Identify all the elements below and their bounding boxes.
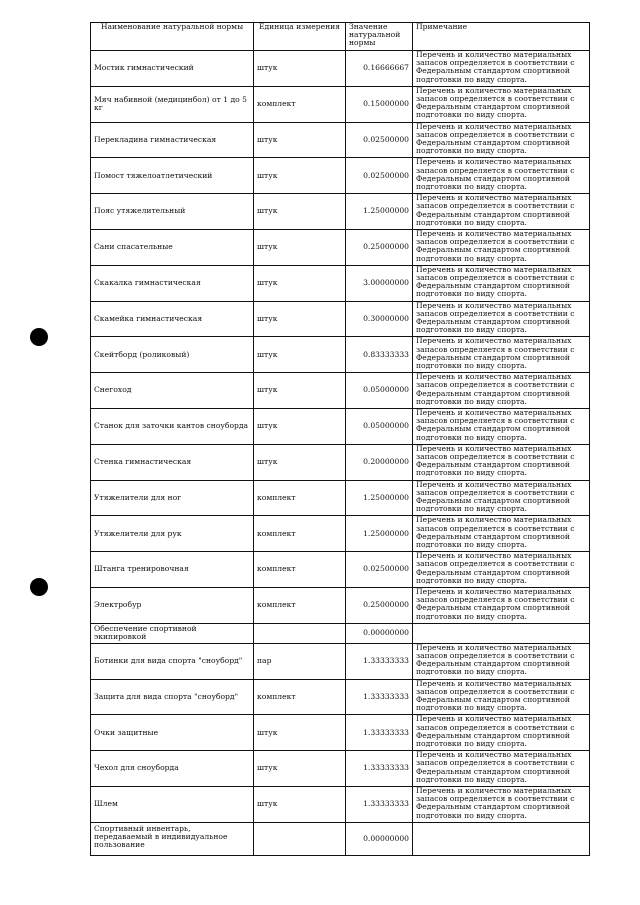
row-value-cell: 1.33333333 [346, 751, 413, 787]
row-value-cell: 3.00000000 [346, 265, 413, 301]
table-row [91, 552, 590, 588]
row-note-cell: Перечень и количество материальных запасов определяется в соответствии с Федеральным стандартом спортивной подготовки по виду спорта. [413, 587, 590, 623]
table-header-row [91, 23, 590, 51]
row-unit-cell: штук [254, 715, 346, 751]
table-row [91, 751, 590, 787]
row-value-cell: 0.00000000 [346, 822, 413, 855]
row-name-cell: Станок для заточки кантов сноуборда [91, 408, 254, 444]
row-unit-cell: штук [254, 408, 346, 444]
row-note-cell: Перечень и количество материальных запасов определяется в соответствии с Федеральным стандартом спортивной подготовки по виду спорта. [413, 786, 590, 822]
table-row [91, 786, 590, 822]
row-unit-cell: штук [254, 751, 346, 787]
row-note-cell: Перечень и количество материальных запасов определяется в соответствии с Федеральным стандартом спортивной подготовки по виду спорта. [413, 158, 590, 194]
row-note-cell [413, 822, 590, 855]
table-row [91, 337, 590, 373]
row-value-cell: 0.00000000 [346, 623, 413, 643]
row-note-cell: Перечень и количество материальных запасов определяется в соответствии с Федеральным стандартом спортивной подготовки по виду спорта. [413, 194, 590, 230]
row-unit-cell: штук [254, 229, 346, 265]
row-name-cell: Утяжелители для рук [91, 516, 254, 552]
row-note-cell: Перечень и количество материальных запасов определяется в соответствии с Федеральным стандартом спортивной подготовки по виду спорта. [413, 122, 590, 158]
row-unit-cell: комплект [254, 86, 346, 122]
header-unit: Единица измерения [254, 23, 346, 51]
table-row [91, 516, 590, 552]
row-unit-cell: штук [254, 265, 346, 301]
row-value-cell: 0.15000000 [346, 86, 413, 122]
row-name-cell: Помост тяжелоатлетический [91, 158, 254, 194]
row-note-cell: Перечень и количество материальных запасов определяется в соответствии с Федеральным стандартом спортивной подготовки по виду спорта. [413, 516, 590, 552]
row-name-cell: Очки защитные [91, 715, 254, 751]
row-unit-cell: комплект [254, 516, 346, 552]
row-unit-cell: штук [254, 122, 346, 158]
header-note: Примечание [413, 23, 590, 51]
row-name-cell: Снегоход [91, 373, 254, 409]
row-name-cell: Шлем [91, 786, 254, 822]
row-name-cell: Скакалка гимнастическая [91, 265, 254, 301]
row-value-cell: 0.20000000 [346, 444, 413, 480]
row-name-cell: Защита для вида спорта "сноуборд" [91, 679, 254, 715]
row-name-cell: Электробур [91, 587, 254, 623]
natural-norms-table [90, 22, 590, 856]
table-row [91, 51, 590, 87]
header-name: Наименование натуральной нормы [91, 23, 254, 51]
row-value-cell: 0.02500000 [346, 552, 413, 588]
row-name-cell: Скамейка гимнастическая [91, 301, 254, 337]
row-value-cell: 0.16666667 [346, 51, 413, 87]
table-row [91, 301, 590, 337]
row-name-cell: Пояс утяжелительный [91, 194, 254, 230]
table-row [91, 643, 590, 679]
row-name-cell: Мостик гимнастический [91, 51, 254, 87]
row-value-cell: 1.25000000 [346, 480, 413, 516]
row-note-cell: Перечень и количество материальных запасов определяется в соответствии с Федеральным стандартом спортивной подготовки по виду спорта. [413, 552, 590, 588]
row-unit-cell [254, 623, 346, 643]
row-note-cell: Перечень и количество материальных запасов определяется в соответствии с Федеральным стандартом спортивной подготовки по виду спорта. [413, 679, 590, 715]
row-unit-cell: комплект [254, 552, 346, 588]
table-row [91, 373, 590, 409]
table-row [91, 623, 590, 643]
row-name-cell: Утяжелители для ног [91, 480, 254, 516]
table-row [91, 715, 590, 751]
binder-hole [30, 578, 48, 596]
row-note-cell: Перечень и количество материальных запасов определяется в соответствии с Федеральным стандартом спортивной подготовки по виду спорта. [413, 643, 590, 679]
row-value-cell: 1.33333333 [346, 715, 413, 751]
row-name-cell: Перекладина гимнастическая [91, 122, 254, 158]
row-name-cell: Мяч набивной (медицинбол) от 1 до 5 кг [91, 86, 254, 122]
row-note-cell: Перечень и количество материальных запасов определяется в соответствии с Федеральным стандартом спортивной подготовки по виду спорта. [413, 337, 590, 373]
row-unit-cell: пар [254, 643, 346, 679]
row-name-cell: Скейтборд (роликовый) [91, 337, 254, 373]
table-row [91, 408, 590, 444]
row-value-cell: 0.02500000 [346, 122, 413, 158]
table-row [91, 265, 590, 301]
table-row [91, 86, 590, 122]
row-unit-cell: штук [254, 158, 346, 194]
table-row [91, 587, 590, 623]
table-row [91, 158, 590, 194]
row-unit-cell: комплект [254, 587, 346, 623]
table-row [91, 194, 590, 230]
table-row [91, 480, 590, 516]
row-unit-cell: штук [254, 51, 346, 87]
table-row [91, 679, 590, 715]
row-note-cell: Перечень и количество материальных запасов определяется в соответствии с Федеральным стандартом спортивной подготовки по виду спорта. [413, 265, 590, 301]
row-unit-cell: комплект [254, 679, 346, 715]
row-name-cell: Стенка гимнастическая [91, 444, 254, 480]
row-note-cell: Перечень и количество материальных запасов определяется в соответствии с Федеральным стандартом спортивной подготовки по виду спорта. [413, 751, 590, 787]
row-value-cell: 1.25000000 [346, 516, 413, 552]
row-note-cell: Перечень и количество материальных запасов определяется в соответствии с Федеральным стандартом спортивной подготовки по виду спорта. [413, 86, 590, 122]
row-unit-cell: штук [254, 194, 346, 230]
row-value-cell: 0.83333333 [346, 337, 413, 373]
row-name-cell: Сани спасательные [91, 229, 254, 265]
row-note-cell: Перечень и количество материальных запасов определяется в соответствии с Федеральным стандартом спортивной подготовки по виду спорта. [413, 51, 590, 87]
row-value-cell: 1.33333333 [346, 679, 413, 715]
row-note-cell: Перечень и количество материальных запасов определяется в соответствии с Федеральным стандартом спортивной подготовки по виду спорта. [413, 715, 590, 751]
row-unit-cell: комплект [254, 480, 346, 516]
table-row [91, 122, 590, 158]
row-note-cell [413, 623, 590, 643]
binder-hole [30, 328, 48, 346]
row-unit-cell: штук [254, 444, 346, 480]
row-value-cell: 0.05000000 [346, 408, 413, 444]
row-note-cell: Перечень и количество материальных запасов определяется в соответствии с Федеральным стандартом спортивной подготовки по виду спорта. [413, 444, 590, 480]
row-value-cell: 0.25000000 [346, 587, 413, 623]
row-unit-cell: штук [254, 786, 346, 822]
row-value-cell: 1.33333333 [346, 786, 413, 822]
row-unit-cell: штук [254, 337, 346, 373]
row-value-cell: 1.33333333 [346, 643, 413, 679]
row-value-cell: 0.05000000 [346, 373, 413, 409]
row-name-cell: Спортивный инвентарь, передаваемый в индивидуальное пользование [91, 822, 254, 855]
row-note-cell: Перечень и количество материальных запасов определяется в соответствии с Федеральным стандартом спортивной подготовки по виду спорта. [413, 301, 590, 337]
row-note-cell: Перечень и количество материальных запасов определяется в соответствии с Федеральным стандартом спортивной подготовки по виду спорта. [413, 229, 590, 265]
row-value-cell: 0.02500000 [346, 158, 413, 194]
row-unit-cell: штук [254, 373, 346, 409]
row-unit-cell [254, 822, 346, 855]
row-name-cell: Ботинки для вида спорта "сноуборд" [91, 643, 254, 679]
table-row [91, 229, 590, 265]
row-name-cell: Чехол для сноуборда [91, 751, 254, 787]
row-name-cell: Штанга тренировочная [91, 552, 254, 588]
row-name-cell: Обеспечение спортивной экипировкой [91, 623, 254, 643]
row-note-cell: Перечень и количество материальных запасов определяется в соответствии с Федеральным стандартом спортивной подготовки по виду спорта. [413, 480, 590, 516]
header-value: Значение натуральной нормы [346, 23, 413, 51]
row-value-cell: 0.30000000 [346, 301, 413, 337]
row-value-cell: 1.25000000 [346, 194, 413, 230]
row-value-cell: 0.25000000 [346, 229, 413, 265]
row-note-cell: Перечень и количество материальных запасов определяется в соответствии с Федеральным стандартом спортивной подготовки по виду спорта. [413, 373, 590, 409]
table-row [91, 444, 590, 480]
row-unit-cell: штук [254, 301, 346, 337]
table-row [91, 822, 590, 855]
row-note-cell: Перечень и количество материальных запасов определяется в соответствии с Федеральным стандартом спортивной подготовки по виду спорта. [413, 408, 590, 444]
